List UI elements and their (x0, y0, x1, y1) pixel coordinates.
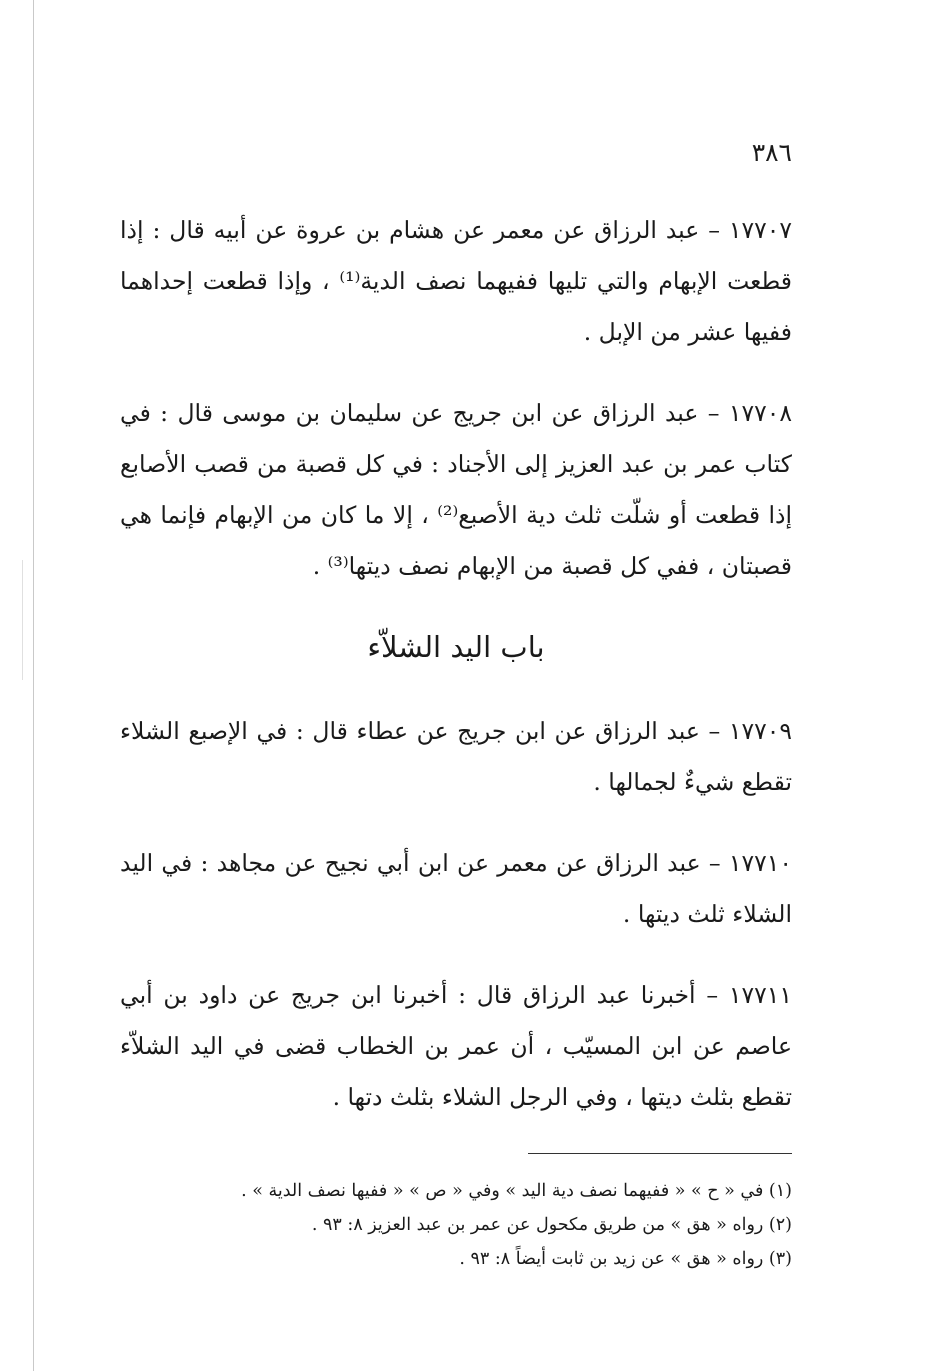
footnote-2: (٢) رواه « هق » من طريق مكحول عن عمر بن عبد العزيز ٨: ٩٣ . (311, 1215, 792, 1235)
chapter-heading: باب اليد الشلاّء (367, 630, 545, 664)
footnote-separator (528, 1153, 792, 1154)
scan-artifact-line (22, 560, 23, 680)
hadith-17709: ١٧٧٠٩ – عبد الرزاق عن ابن جريج عن عطاء قال : في الإصبع الشلاء تقطع شيءٌ لجمالها . (120, 717, 792, 796)
hadith-17710: ١٧٧١٠ – عبد الرزاق عن معمر عن ابن أبي نجيح عن مجاهد : في اليد الشلاء ثلث ديتها . (120, 849, 792, 928)
hadith-17707: ١٧٧٠٧ – عبد الرزاق عن معمر عن هشام بن عروة عن أبيه قال : إذا قطعت الإبهام والتي تليها ففيهما نصف الدية⁽¹⁾ ، وإذا قطعت إحداهما ففيها عشر من الإبل . (120, 216, 792, 346)
hadith-17711: ١٧٧١١ – أخبرنا عبد الرزاق قال : أخبرنا ابن جريج عن داود بن أبي عاصم عن ابن المسيّب ، أن عمر بن الخطاب قضى في اليد الشلاّء تقطع بثلث ديتها ، وفي الرجل الشلاء بثلث دتها . (120, 981, 792, 1111)
scan-edge-line (33, 0, 34, 1371)
page-number: ٣٨٦ (751, 138, 792, 167)
footnote-3: (٣) رواه « هق » عن زيد بن ثابت أيضاً ٨: ٩٣ . (459, 1249, 792, 1269)
hadith-17708: ١٧٧٠٨ – عبد الرزاق عن ابن جريج عن سليمان بن موسى قال : في كتاب عمر بن عبد العزيز إلى الأجناد : في كل قصبة من قصب الأصابع إذا قطعت أو شلّت ثلث دية الأصبع⁽²⁾ ، إلا ما كان من الإبهام فإنما هي قصبتان ، ففي كل قصبة من الإبهام نصف ديتها⁽³⁾ . (120, 399, 792, 580)
footnote-1: (١) في « ح » « ففيهما نصف دية اليد » وفي « ص » « ففيها نصف الدية » . (241, 1181, 792, 1201)
book-page (120, 138, 792, 1276)
